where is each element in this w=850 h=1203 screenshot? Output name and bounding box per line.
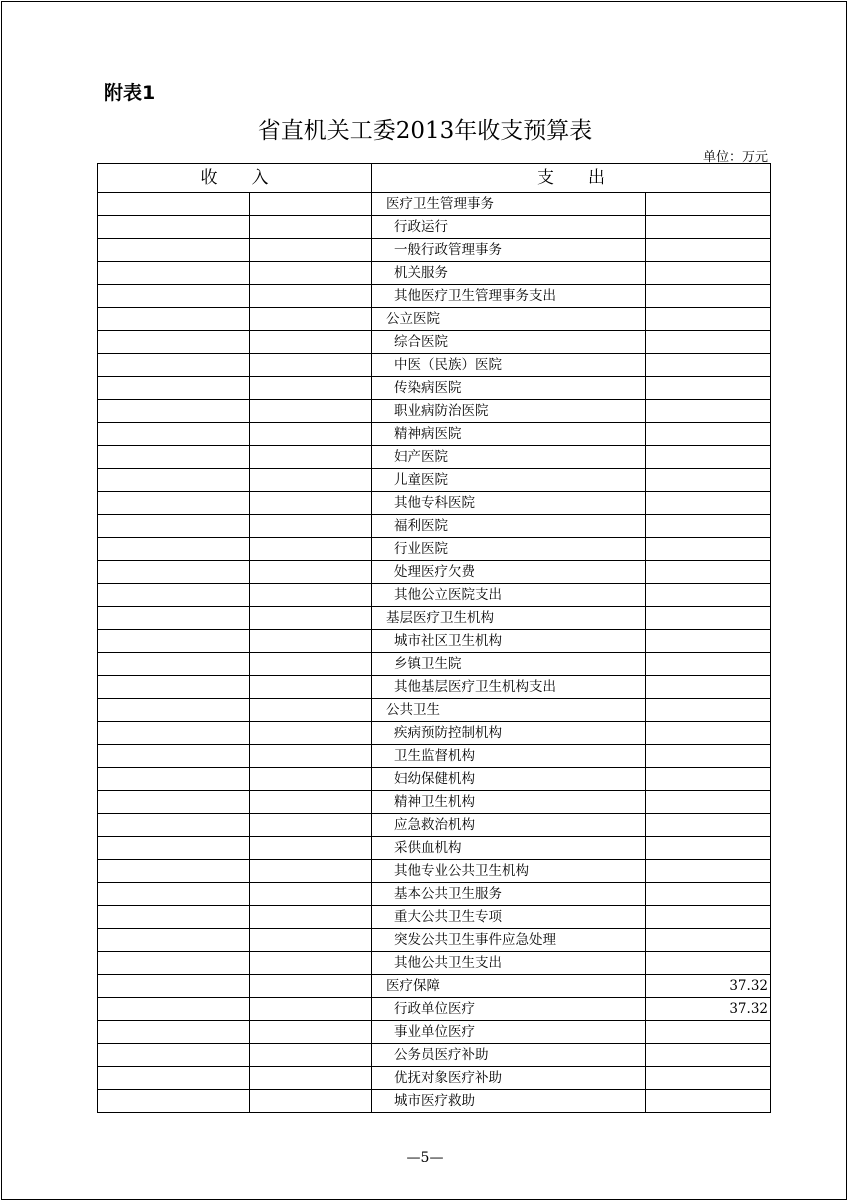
table-row <box>98 745 771 768</box>
income-item-cell <box>98 446 250 469</box>
expense-amount-cell <box>646 722 771 745</box>
table-row <box>98 1067 771 1090</box>
income-amount-cell <box>250 193 372 216</box>
expense-item-cell: 公共卫生 <box>372 699 646 722</box>
income-item-cell <box>98 262 250 285</box>
income-amount-cell <box>250 952 372 975</box>
expense-item-cell: 基本公共卫生服务 <box>372 883 646 906</box>
table-row <box>98 699 771 722</box>
income-amount-cell <box>250 469 372 492</box>
income-item-cell <box>98 676 250 699</box>
income-item-cell <box>98 883 250 906</box>
expense-item-cell: 处理医疗欠费 <box>372 561 646 584</box>
expense-amount-cell <box>646 193 771 216</box>
expense-amount-cell <box>646 308 771 331</box>
table-row <box>98 676 771 699</box>
income-amount-cell <box>250 561 372 584</box>
page-title: 省直机关工委2013年收支预算表 <box>257 118 593 144</box>
expense-item-cell: 医疗保障 <box>372 975 646 998</box>
table-row <box>98 929 771 952</box>
table-row <box>98 308 771 331</box>
expense-amount-cell <box>646 860 771 883</box>
income-amount-cell <box>250 423 372 446</box>
income-item-cell <box>98 745 250 768</box>
income-amount-cell <box>250 607 372 630</box>
income-item-cell <box>98 469 250 492</box>
income-item-cell <box>98 975 250 998</box>
income-amount-cell <box>250 768 372 791</box>
expense-amount-cell <box>646 814 771 837</box>
expense-item-cell: 医疗卫生管理事务 <box>372 193 646 216</box>
expense-item-cell: 行政单位医疗 <box>372 998 646 1021</box>
expense-amount-cell: 37.32 <box>646 998 771 1021</box>
expense-item-cell: 重大公共卫生专项 <box>372 906 646 929</box>
expense-item-cell: 综合医院 <box>372 331 646 354</box>
income-item-cell <box>98 377 250 400</box>
expense-item-cell: 妇幼保健机构 <box>372 768 646 791</box>
income-amount-cell <box>250 354 372 377</box>
table-row <box>98 446 771 469</box>
expense-amount-cell <box>646 676 771 699</box>
expense-amount-cell <box>646 745 771 768</box>
income-amount-cell <box>250 285 372 308</box>
expense-item-cell: 精神卫生机构 <box>372 791 646 814</box>
income-item-cell <box>98 515 250 538</box>
expense-amount-cell <box>646 791 771 814</box>
income-item-cell <box>98 860 250 883</box>
expense-item-cell: 公立医院 <box>372 308 646 331</box>
income-item-cell <box>98 814 250 837</box>
expense-amount-cell <box>646 699 771 722</box>
income-item-cell <box>98 331 250 354</box>
expense-amount-cell <box>646 538 771 561</box>
income-item-cell <box>98 216 250 239</box>
income-amount-cell <box>250 653 372 676</box>
income-item-cell <box>98 193 250 216</box>
expense-item-cell: 基层医疗卫生机构 <box>372 607 646 630</box>
income-amount-cell <box>250 1021 372 1044</box>
income-item-cell <box>98 1044 250 1067</box>
income-item-cell <box>98 1021 250 1044</box>
expense-item-cell: 一般行政管理事务 <box>372 239 646 262</box>
income-amount-cell <box>250 377 372 400</box>
expense-item-cell: 公务员医疗补助 <box>372 1044 646 1067</box>
table-row <box>98 561 771 584</box>
table-row <box>98 377 771 400</box>
expense-amount-cell <box>646 354 771 377</box>
expense-item-cell: 应急救治机构 <box>372 814 646 837</box>
table-row <box>98 400 771 423</box>
income-item-cell <box>98 791 250 814</box>
income-item-cell <box>98 538 250 561</box>
page-number: —5— <box>406 1150 444 1166</box>
income-amount-cell <box>250 239 372 262</box>
expense-amount-cell <box>646 377 771 400</box>
table-row <box>98 515 771 538</box>
income-item-cell <box>98 584 250 607</box>
income-amount-cell <box>250 837 372 860</box>
expense-amount-cell <box>646 607 771 630</box>
income-amount-cell <box>250 538 372 561</box>
expense-amount-cell <box>646 1021 771 1044</box>
table-row <box>98 331 771 354</box>
table-row <box>98 538 771 561</box>
table-row <box>98 998 771 1021</box>
expense-amount-cell <box>646 1090 771 1113</box>
income-item-cell <box>98 1067 250 1090</box>
expense-item-cell: 其他医疗卫生管理事务支出 <box>372 285 646 308</box>
income-amount-cell <box>250 699 372 722</box>
income-amount-cell <box>250 308 372 331</box>
expense-amount-cell <box>646 400 771 423</box>
income-amount-cell <box>250 630 372 653</box>
income-item-cell <box>98 492 250 515</box>
table-row <box>98 1021 771 1044</box>
table-row <box>98 883 771 906</box>
expense-item-cell: 其他公立医院支出 <box>372 584 646 607</box>
expense-amount-cell <box>646 469 771 492</box>
expense-item-cell: 卫生监督机构 <box>372 745 646 768</box>
income-item-cell <box>98 561 250 584</box>
expense-item-cell: 其他专业公共卫生机构 <box>372 860 646 883</box>
expense-item-cell: 优抚对象医疗补助 <box>372 1067 646 1090</box>
table-row <box>98 860 771 883</box>
income-amount-cell <box>250 400 372 423</box>
income-item-cell <box>98 699 250 722</box>
table-row <box>98 1044 771 1067</box>
income-item-cell <box>98 906 250 929</box>
income-amount-cell <box>250 1090 372 1113</box>
table-header-row <box>98 164 771 193</box>
income-amount-cell <box>250 1044 372 1067</box>
income-item-cell <box>98 998 250 1021</box>
table-row <box>98 975 771 998</box>
income-amount-cell <box>250 584 372 607</box>
income-item-cell <box>98 239 250 262</box>
income-amount-cell <box>250 262 372 285</box>
income-item-cell <box>98 929 250 952</box>
expense-amount-cell <box>646 584 771 607</box>
table-row <box>98 584 771 607</box>
expense-amount-cell <box>646 630 771 653</box>
table-row <box>98 492 771 515</box>
expense-item-cell: 妇产医院 <box>372 446 646 469</box>
income-amount-cell <box>250 814 372 837</box>
table-row <box>98 354 771 377</box>
expense-amount-cell <box>646 331 771 354</box>
expense-item-cell: 其他基层医疗卫生机构支出 <box>372 676 646 699</box>
table-body <box>98 193 771 1113</box>
expense-amount-cell <box>646 929 771 952</box>
table-row <box>98 722 771 745</box>
expense-item-cell: 突发公共卫生事件应急处理 <box>372 929 646 952</box>
expense-item-cell: 儿童医院 <box>372 469 646 492</box>
expense-amount-cell <box>646 1044 771 1067</box>
expense-header: 支 出 <box>372 164 771 193</box>
income-item-cell <box>98 768 250 791</box>
table-row <box>98 630 771 653</box>
income-amount-cell <box>250 791 372 814</box>
table-row <box>98 791 771 814</box>
income-amount-cell <box>250 722 372 745</box>
table-row <box>98 285 771 308</box>
attachment-label: 附表1 <box>104 82 156 104</box>
income-amount-cell <box>250 906 372 929</box>
expense-amount-cell <box>646 285 771 308</box>
expense-item-cell: 福利医院 <box>372 515 646 538</box>
income-amount-cell <box>250 676 372 699</box>
expense-item-cell: 城市社区卫生机构 <box>372 630 646 653</box>
expense-item-cell: 乡镇卫生院 <box>372 653 646 676</box>
expense-amount-cell <box>646 952 771 975</box>
expense-amount-cell <box>646 446 771 469</box>
expense-item-cell: 职业病防治医院 <box>372 400 646 423</box>
income-amount-cell <box>250 975 372 998</box>
expense-item-cell: 精神病医院 <box>372 423 646 446</box>
income-amount-cell <box>250 998 372 1021</box>
expense-item-cell: 传染病医院 <box>372 377 646 400</box>
expense-item-cell: 行业医院 <box>372 538 646 561</box>
expense-amount-cell <box>646 883 771 906</box>
income-item-cell <box>98 354 250 377</box>
income-header: 收 入 <box>98 164 372 193</box>
budget-table <box>97 163 771 1113</box>
expense-item-cell: 城市医疗救助 <box>372 1090 646 1113</box>
expense-amount-cell <box>646 492 771 515</box>
unit-label: 单位：万元 <box>702 150 768 165</box>
expense-amount-cell <box>646 561 771 584</box>
table-row <box>98 1090 771 1113</box>
expense-amount-cell <box>646 216 771 239</box>
expense-amount-cell: 37.32 <box>646 975 771 998</box>
expense-amount-cell <box>646 262 771 285</box>
expense-amount-cell <box>646 239 771 262</box>
expense-item-cell: 疾病预防控制机构 <box>372 722 646 745</box>
expense-item-cell: 采供血机构 <box>372 837 646 860</box>
income-amount-cell <box>250 446 372 469</box>
table-row <box>98 262 771 285</box>
expense-item-cell: 机关服务 <box>372 262 646 285</box>
table-row <box>98 607 771 630</box>
expense-amount-cell <box>646 423 771 446</box>
income-amount-cell <box>250 860 372 883</box>
expense-item-cell: 行政运行 <box>372 216 646 239</box>
table-row <box>98 768 771 791</box>
expense-amount-cell <box>646 515 771 538</box>
income-item-cell <box>98 607 250 630</box>
income-amount-cell <box>250 883 372 906</box>
expense-item-cell: 其他公共卫生支出 <box>372 952 646 975</box>
income-item-cell <box>98 722 250 745</box>
income-amount-cell <box>250 929 372 952</box>
table-row <box>98 906 771 929</box>
income-item-cell <box>98 308 250 331</box>
expense-item-cell: 其他专科医院 <box>372 492 646 515</box>
expense-amount-cell <box>646 768 771 791</box>
income-amount-cell <box>250 492 372 515</box>
income-item-cell <box>98 423 250 446</box>
income-item-cell <box>98 952 250 975</box>
income-amount-cell <box>250 1067 372 1090</box>
table-row <box>98 814 771 837</box>
table-row <box>98 653 771 676</box>
expense-item-cell: 事业单位医疗 <box>372 1021 646 1044</box>
income-item-cell <box>98 630 250 653</box>
income-amount-cell <box>250 745 372 768</box>
expense-amount-cell <box>646 1067 771 1090</box>
income-item-cell <box>98 1090 250 1113</box>
income-item-cell <box>98 837 250 860</box>
expense-item-cell: 中医（民族）医院 <box>372 354 646 377</box>
income-amount-cell <box>250 515 372 538</box>
income-amount-cell <box>250 331 372 354</box>
table-row <box>98 837 771 860</box>
table-row <box>98 239 771 262</box>
income-item-cell <box>98 400 250 423</box>
expense-amount-cell <box>646 906 771 929</box>
table-row <box>98 423 771 446</box>
table-row <box>98 193 771 216</box>
expense-amount-cell <box>646 837 771 860</box>
expense-amount-cell <box>646 653 771 676</box>
income-amount-cell <box>250 216 372 239</box>
table-row <box>98 469 771 492</box>
income-item-cell <box>98 285 250 308</box>
table-row <box>98 216 771 239</box>
table-row <box>98 952 771 975</box>
income-item-cell <box>98 653 250 676</box>
